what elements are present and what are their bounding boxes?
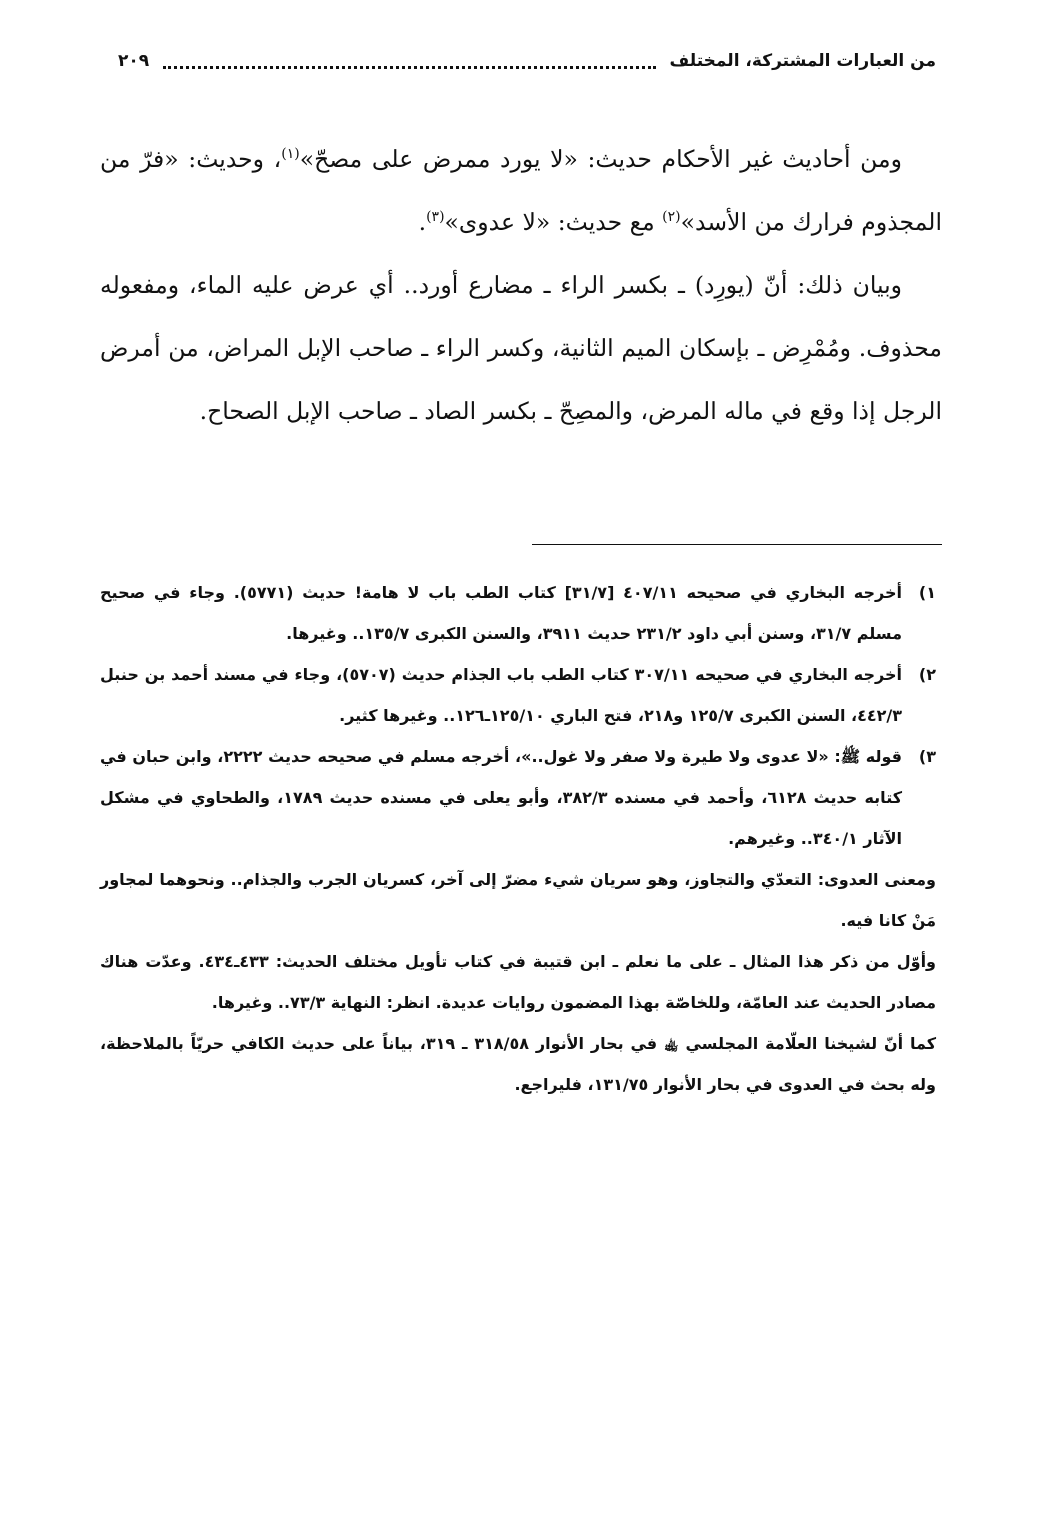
header-dot-leader: [163, 66, 655, 69]
paragraph-text: وحديث: «فرّ من المجذوم فرارك من الأسد»: [100, 145, 942, 236]
footnote-text: أخرجه البخاري في صحيحه ٣٠٧/١١ كتاب الطب باب الجذام حديث (٥٧٠٧)، وجاء في مسند أحمد بن حنبل ٤٤٢/٣، السنن الكبرى ١٢٥/٧ و٢١٨، فتح الباري ١٢٥/١٠ـ١٢٦.. وغيرها كثير.: [100, 665, 903, 725]
paragraph-text: ومن أحاديث غير الأحكام حديث: «لا يورد ممرض على مصحّ»: [299, 145, 902, 173]
running-header: [118, 44, 936, 78]
note-first-mention: وأوّل من ذكر هذا المثال ـ على ما نعلم ـ ابن قتيبة في كتاب تأويل مختلف الحديث: ٤٣٣ـ٤٣٤. وعدّت هناك مصادر الحديث عند العامّة، وللخاصّة بهذا المضمون روايات عديدة. انظر: النهاية ٧٣/٣.. وغيرها.: [100, 952, 937, 1012]
footnote-ref-3[interactable]: (٣): [426, 209, 445, 226]
punctuation: .: [418, 208, 427, 236]
footnote-3: [100, 736, 936, 859]
header-title: من العبارات المشتركة، المختلف: [669, 51, 936, 71]
footnote-number: ٣): [918, 747, 936, 766]
footnote-1: [100, 572, 936, 654]
footnote-separator: [532, 544, 942, 545]
footnote-number: ٢): [918, 665, 936, 684]
paragraph-text: مع حديث: «لا عدوى»: [444, 208, 663, 236]
note-meaning-of-contagion: ومعنى العدوى: التعدّي والتجاوز، وهو سريان شيء مضرّ إلى آخر، كسريان الجرب والجذام.. ونحوهما لمجاور مَنْ كانا فيه.: [100, 870, 936, 930]
footnote-text: أخرجه البخاري في صحيحه ٤٠٧/١١ [٣١/٧] كتاب الطب باب لا هامة! حديث (٥٧٧١). وجاء في صحيح مسلم ٣١/٧، وسنن أبي داود ٢٣١/٢ حديث ٣٩١١، والسنن الكبرى ١٣٥/٧.. وغيرها.: [100, 583, 903, 643]
paragraph-hadith-examples: [100, 128, 942, 254]
footnote-ref-2[interactable]: (٢): [662, 209, 681, 226]
paragraph-explanation: وبيان ذلك: أنّ (يورِد) ـ بكسر الراء ـ مضارع أورد.. أي عرض عليه الماء، ومفعوله محذوف. ومُمْرِض ـ بإسكان الميم الثانية، وكسر الراء ـ صاحب الإبل المراض، من أمرض الرجل إذا وقع في ماله المرض، والمصِحّ ـ بكسر الصاد ـ صاحب الإبل الصحاح.: [100, 271, 942, 425]
note-majlisi: كما أنّ لشيخنا العلّامة المجلسي ﵀ في بحار الأنوار ٣١٨/٥٨ ـ ٣١٩، بياناً على حديث الكافي حريّاً بالملاحظة، وله بحث في العدوى في بحار الأنوار ١٣١/٧٥، فليراجع.: [100, 1034, 937, 1094]
footnote-text: قوله ﷺ: «لا عدوى ولا طيرة ولا صفر ولا غول..»، أخرجه مسلم في صحيحه حديث ٢٢٢٢، وابن حبان في كتابه حديث ٦١٢٨، وأحمد في مسنده ٣٨٢/٣، وأبو يعلى في مسنده حديث ١٧٨٩، والطحاوي في مشكل الآثار ٣٤٠/١.. وغيرهم.: [100, 747, 903, 848]
footnotes-section: [100, 572, 936, 1105]
footnote-2: [100, 654, 936, 736]
footnote-number: ١): [918, 583, 936, 602]
main-text: [100, 128, 942, 443]
footnote-ref-1[interactable]: (١): [281, 146, 300, 163]
punctuation: ،: [273, 145, 282, 173]
page-number: ٢٠٩: [118, 51, 150, 71]
